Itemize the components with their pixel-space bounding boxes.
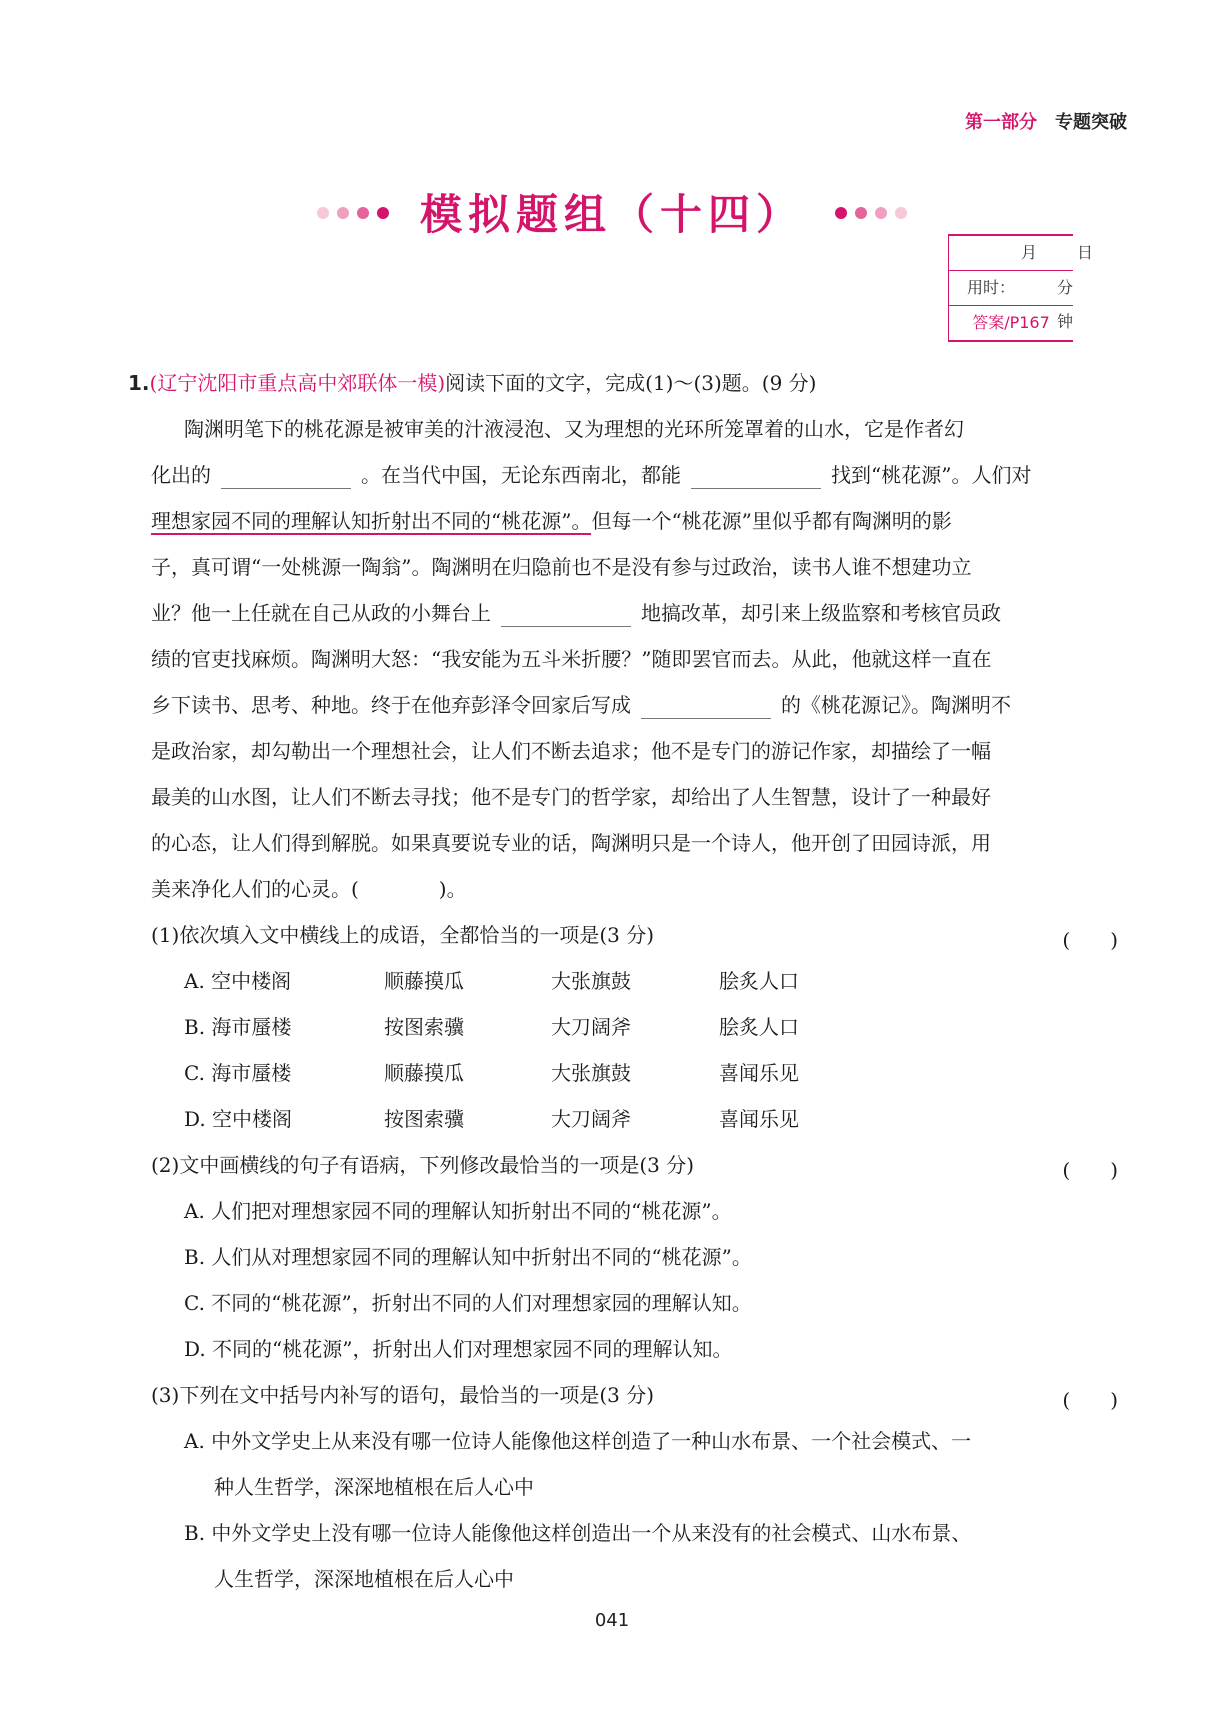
- passage-line: 子，真可谓“一处桃源一陶翁”。陶渊明在归隐前也不是没有参与过政治，读书人谁不想建功立: [151, 555, 972, 579]
- passage-text: 地搞改革，却引来上级监察和考核官员政: [641, 601, 1001, 625]
- option-2d[interactable]: D. 不同的“桃花源”，折射出人们对理想家园不同的理解认知。: [184, 1337, 733, 1361]
- question-instruction: 阅读下面的文字，完成(1)～(3)题。(9 分): [445, 371, 817, 395]
- page-number: 041: [594, 1610, 630, 1631]
- passage-line: [151, 452, 1031, 498]
- option-1d-word-2: 按图索骥: [384, 1107, 464, 1131]
- option-1b-word-3: 大刀阔斧: [551, 1015, 631, 1039]
- option-1d-word-3: 大刀阔斧: [551, 1107, 631, 1131]
- option-3a-continued: 种人生哲学，深深地植根在后人心中: [214, 1475, 534, 1499]
- option-3b-continued: 人生哲学，深深地植根在后人心中: [214, 1567, 514, 1591]
- option-1c-word-2: 顺藤摸瓜: [384, 1061, 464, 1085]
- passage-line: [151, 682, 1011, 728]
- option-1a-word-2: 顺藤摸瓜: [384, 969, 464, 993]
- sub-question-3-stem: (3)下列在文中括号内补写的语句，最恰当的一项是(3 分): [151, 1383, 655, 1407]
- option-1c-word-3: 大张旗鼓: [551, 1061, 631, 1085]
- passage-text: 。在当代中国，无论东西南北，都能: [361, 463, 681, 487]
- option-2b[interactable]: B. 人们从对理想家园不同的理解认知中折射出不同的“桃花源”。: [184, 1245, 752, 1269]
- fill-blank-1[interactable]: [221, 464, 351, 489]
- option-1c-word-4: 喜闻乐见: [719, 1061, 799, 1085]
- question-number: 1.: [128, 371, 150, 395]
- option-2c[interactable]: C. 不同的“桃花源”，折射出不同的人们对理想家园的理解认知。: [184, 1291, 752, 1315]
- passage-line: 绩的官吏找麻烦。陶渊明大怒：“我安能为五斗米折腰？”随即罢官而去。从此，他就这样一直在: [151, 647, 992, 671]
- passage-text: 但每一个“桃花源”里似乎都有陶渊明的影: [591, 509, 952, 533]
- minutes-label: 分钟: [1057, 278, 1074, 331]
- passage-line: 美来净化人们的心灵。( )。: [151, 877, 467, 901]
- option-3a[interactable]: A. 中外文学史上从来没有哪一位诗人能像他这样创造了一种山水布景、一个社会模式、一: [184, 1429, 972, 1453]
- option-2a[interactable]: A. 人们把对理想家园不同的理解认知折射出不同的“桃花源”。: [184, 1199, 732, 1223]
- answer-paren-2[interactable]: ( ): [1062, 1158, 1118, 1182]
- fill-blank-3[interactable]: [501, 602, 631, 627]
- passage-text: 业？他一上任就在自己从政的小舞台上: [151, 601, 491, 625]
- right-dots: [831, 203, 911, 222]
- dot: [855, 207, 867, 219]
- option-1d-word-1[interactable]: D. 空中楼阁: [184, 1107, 293, 1131]
- sub-question-1-stem: (1)依次填入文中横线上的成语，全都恰当的一项是(3 分): [151, 923, 655, 947]
- dot: [835, 207, 847, 219]
- date-row: [949, 236, 1094, 271]
- passage-text: 乡下读书、思考、种地。终于在他弃彭泽令回家后写成: [151, 693, 631, 717]
- dot: [317, 207, 329, 219]
- section-subtitle: 专题突破: [1055, 112, 1127, 133]
- day-label: 日: [1077, 243, 1094, 262]
- answer-paren-1[interactable]: ( ): [1062, 928, 1118, 952]
- passage-text: 化出的: [151, 463, 211, 487]
- option-1a-word-1[interactable]: A. 空中楼阁: [184, 969, 292, 993]
- question-source: (辽宁沈阳市重点高中郊联体一模): [149, 371, 446, 395]
- passage-text: 的《桃花源记》。陶渊明不: [781, 693, 1011, 717]
- dot: [895, 207, 907, 219]
- option-1b-word-1[interactable]: B. 海市蜃楼: [184, 1015, 292, 1039]
- info-box: [948, 234, 1094, 342]
- section-label: 第一部分: [965, 112, 1037, 133]
- dot: [357, 207, 369, 219]
- time-label: 用时：: [967, 278, 1016, 297]
- title-row: [0, 182, 1224, 242]
- dot: [377, 207, 389, 219]
- option-3b[interactable]: B. 中外文学史上没有哪一位诗人能像他这样创造出一个从来没有的社会模式、山水布景、: [184, 1521, 972, 1545]
- answer-reference: 答案/P167: [972, 313, 1050, 332]
- option-1a-word-4: 脍炙人口: [719, 969, 799, 993]
- option-1c-word-1[interactable]: C. 海市蜃楼: [184, 1061, 292, 1085]
- passage-line: 最美的山水图，让人们不断去寻找；他不是专门的哲学家，却给出了人生智慧，设计了一种最好: [151, 785, 991, 809]
- passage-line: 的心态，让人们得到解脱。如果真要说专业的话，陶渊明只是一个诗人，他开创了田园诗派，用: [151, 831, 991, 855]
- running-header: [965, 108, 1127, 134]
- question-heading: [128, 360, 816, 406]
- passage-line: 陶渊明笔下的桃花源是被审美的汁液浸泡、又为理想的光环所笼罩着的山水，它是作者幻: [184, 417, 964, 441]
- sub-question-2-stem: (2)文中画横线的句子有语病，下列修改最恰当的一项是(3 分): [151, 1153, 695, 1177]
- page-title: 模拟题组（十四）: [419, 190, 804, 239]
- underlined-sentence: 理想家园不同的理解认知折射出不同的“桃花源”。: [151, 509, 592, 533]
- option-1a-word-3: 大张旗鼓: [551, 969, 631, 993]
- dot: [875, 207, 887, 219]
- fill-blank-2[interactable]: [691, 464, 821, 489]
- option-1b-word-2: 按图索骥: [384, 1015, 464, 1039]
- fill-blank-4[interactable]: [641, 694, 771, 719]
- option-1d-word-4: 喜闻乐见: [719, 1107, 799, 1131]
- option-1b-word-4: 脍炙人口: [719, 1015, 799, 1039]
- answer-paren-3[interactable]: ( ): [1062, 1388, 1118, 1412]
- passage-line: 是政治家，却勾勒出一个理想社会，让人们不断去追求；他不是专门的游记作家，却描绘了一幅: [151, 739, 991, 763]
- dot: [337, 207, 349, 219]
- passage-line: [151, 590, 1001, 636]
- month-label: 月: [1021, 243, 1038, 262]
- passage-text: 找到“桃花源”。人们对: [831, 463, 1032, 487]
- passage-line: [151, 498, 952, 544]
- left-dots: [313, 203, 393, 222]
